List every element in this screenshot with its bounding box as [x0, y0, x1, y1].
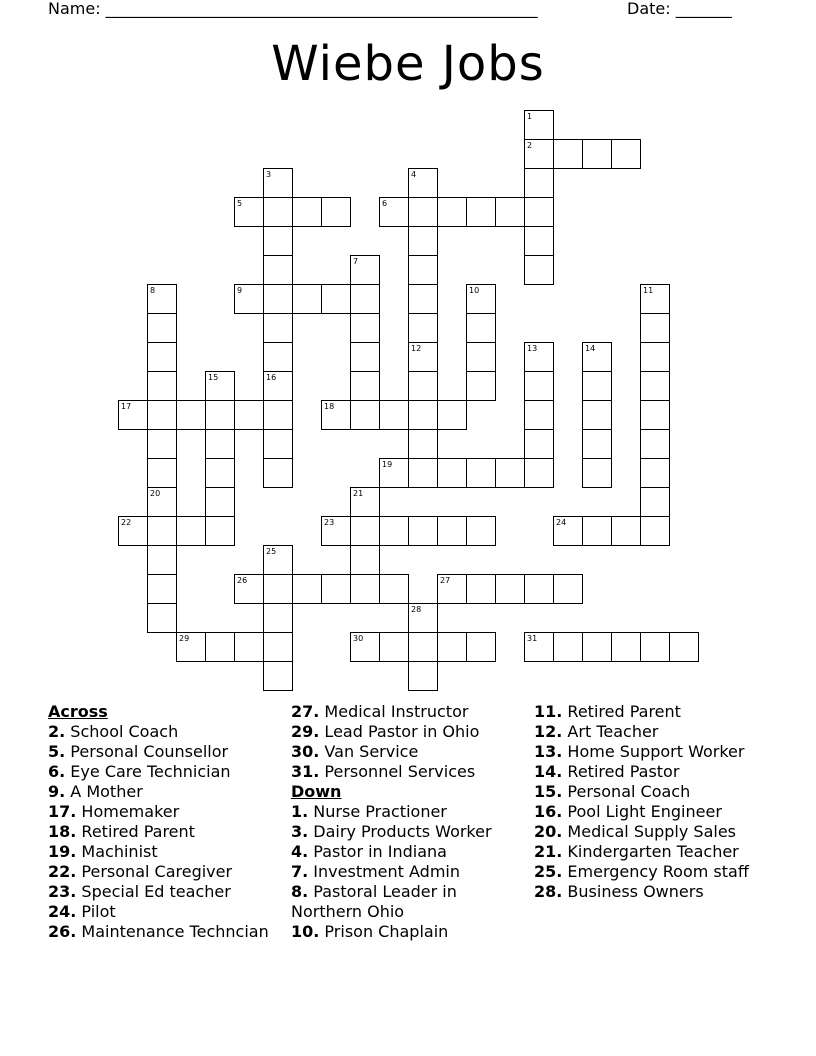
clue-number: 23	[324, 518, 335, 527]
grid-cell[interactable]	[350, 487, 380, 517]
clue-item	[48, 922, 269, 942]
grid-cell[interactable]	[350, 516, 380, 546]
grid-cell[interactable]	[147, 458, 177, 488]
across-header: Across	[48, 702, 108, 721]
grid-cell[interactable]	[408, 168, 438, 198]
grid-cell[interactable]	[234, 197, 264, 227]
grid-cell[interactable]	[524, 110, 554, 140]
grid-cell[interactable]	[147, 400, 177, 430]
clue-item-number: 19.	[48, 842, 77, 861]
grid-cell[interactable]	[321, 197, 351, 227]
clue-item	[534, 802, 749, 822]
grid-cell[interactable]	[408, 458, 438, 488]
grid-cell[interactable]	[379, 516, 409, 546]
grid-cell[interactable]	[205, 429, 235, 459]
clue-item-text: Investment Admin	[308, 862, 461, 881]
clue-number: 11	[643, 286, 654, 295]
clue-number: 30	[353, 634, 364, 643]
grid-cell[interactable]	[524, 574, 554, 604]
grid-cell[interactable]	[379, 400, 409, 430]
clue-item-number: 3.	[291, 822, 309, 841]
grid-cell[interactable]	[408, 342, 438, 372]
grid-cell[interactable]	[263, 255, 293, 285]
clue-item	[534, 762, 749, 782]
clue-item	[291, 742, 511, 762]
grid-cell[interactable]	[147, 487, 177, 517]
clue-item	[48, 782, 269, 802]
clue-item-number: 26.	[48, 922, 77, 941]
grid-cell[interactable]	[234, 574, 264, 604]
grid-cell[interactable]	[495, 458, 525, 488]
clue-number: 16	[266, 373, 277, 382]
grid-cell[interactable]	[234, 632, 264, 662]
clue-item	[534, 702, 749, 722]
grid-cell[interactable]	[263, 284, 293, 314]
grid-cell[interactable]	[582, 458, 612, 488]
clue-number: 14	[585, 344, 596, 353]
grid-cell[interactable]	[553, 574, 583, 604]
grid-cell[interactable]	[205, 400, 235, 430]
grid-cell[interactable]	[524, 429, 554, 459]
clue-item-text: Homemaker	[76, 802, 180, 821]
grid-cell[interactable]	[466, 197, 496, 227]
grid-cell[interactable]	[350, 545, 380, 575]
clue-number: 8	[150, 286, 156, 295]
clue-number: 13	[527, 344, 538, 353]
clue-item-text: Emergency Room staff	[562, 862, 749, 881]
grid-cell[interactable]	[553, 139, 583, 169]
grid-cell[interactable]	[321, 574, 351, 604]
grid-cell[interactable]	[582, 139, 612, 169]
grid-cell[interactable]	[524, 458, 554, 488]
clue-number: 6	[382, 199, 388, 208]
clue-item	[534, 842, 749, 862]
clue-item	[48, 822, 269, 842]
clue-number: 21	[353, 489, 364, 498]
clue-item-number: 28.	[534, 882, 563, 901]
grid-cell[interactable]	[437, 400, 467, 430]
down-header: Down	[291, 782, 342, 801]
clue-number: 22	[121, 518, 132, 527]
clue-item	[48, 742, 269, 762]
clue-item	[534, 822, 749, 842]
clue-item-number: 12.	[534, 722, 563, 741]
grid-cell[interactable]	[611, 139, 641, 169]
grid-cell[interactable]	[408, 284, 438, 314]
grid-cell[interactable]	[263, 168, 293, 198]
clue-number: 18	[324, 402, 335, 411]
clue-item	[291, 702, 511, 722]
down-clue-list	[291, 802, 511, 942]
grid-cell[interactable]	[640, 429, 670, 459]
grid-cell[interactable]	[321, 400, 351, 430]
clue-item	[291, 762, 511, 782]
grid-cell[interactable]	[466, 458, 496, 488]
grid-cell[interactable]	[147, 371, 177, 401]
clue-item-number: 24.	[48, 902, 77, 921]
clue-item-text: Pilot	[76, 902, 116, 921]
clue-item-number: 7.	[291, 862, 309, 881]
grid-cell[interactable]	[466, 516, 496, 546]
page-title: Wiebe Jobs	[271, 36, 545, 92]
grid-cell[interactable]	[321, 284, 351, 314]
clue-item-number: 9.	[48, 782, 66, 801]
grid-cell[interactable]	[350, 371, 380, 401]
clue-item-text: Dairy Products Worker	[308, 822, 492, 841]
grid-cell[interactable]	[582, 342, 612, 372]
grid-cell[interactable]	[350, 313, 380, 343]
grid-cell[interactable]	[640, 371, 670, 401]
grid-cell[interactable]	[176, 400, 206, 430]
clue-item-text: Kindergarten Teacher	[562, 842, 739, 861]
grid-cell[interactable]	[263, 313, 293, 343]
clue-item-number: 30.	[291, 742, 320, 761]
clue-number: 10	[469, 286, 480, 295]
clue-item-number: 27.	[291, 702, 320, 721]
clue-number: 5	[237, 199, 243, 208]
clue-item-number: 15.	[534, 782, 563, 801]
grid-cell[interactable]	[524, 400, 554, 430]
clue-item-text: Machinist	[76, 842, 158, 861]
grid-cell[interactable]	[350, 632, 380, 662]
clue-item-text: Pool Light Engineer	[562, 802, 722, 821]
clue-item-number: 29.	[291, 722, 320, 741]
grid-cell[interactable]	[437, 197, 467, 227]
clues-column-3	[534, 702, 749, 902]
grid-cell[interactable]	[118, 516, 148, 546]
grid-cell[interactable]	[640, 632, 670, 662]
grid-cell[interactable]	[437, 574, 467, 604]
grid-cell[interactable]	[437, 458, 467, 488]
clue-item	[534, 862, 749, 882]
clue-item	[534, 882, 749, 902]
clue-item-number: 20.	[534, 822, 563, 841]
clue-item-text: Home Support Worker	[562, 742, 745, 761]
grid-cell[interactable]	[350, 342, 380, 372]
clue-item-text: Nurse Practioner	[308, 802, 447, 821]
grid-cell[interactable]	[408, 632, 438, 662]
grid-cell[interactable]	[379, 197, 409, 227]
clue-item-number: 25.	[534, 862, 563, 881]
grid-cell[interactable]	[147, 545, 177, 575]
grid-cell[interactable]	[524, 197, 554, 227]
grid-cell[interactable]	[408, 429, 438, 459]
clue-number: 31	[527, 634, 538, 643]
clue-item-text: Retired Parent	[76, 822, 195, 841]
clue-item-text: School Coach	[65, 722, 179, 741]
clue-item	[291, 922, 511, 942]
across-clue-list	[48, 722, 269, 942]
grid-cell[interactable]	[205, 371, 235, 401]
clue-item	[48, 762, 269, 782]
grid-cell[interactable]	[408, 603, 438, 633]
grid-cell[interactable]	[524, 226, 554, 256]
clue-item-text: Pastoral Leader in Northern Ohio	[291, 882, 457, 921]
grid-cell[interactable]	[524, 168, 554, 198]
clue-item	[48, 802, 269, 822]
grid-cell[interactable]	[118, 400, 148, 430]
grid-cell[interactable]	[437, 516, 467, 546]
grid-cell[interactable]	[582, 400, 612, 430]
clue-number: 29	[179, 634, 190, 643]
clue-item-number: 18.	[48, 822, 77, 841]
clue-item-text: Eye Care Technician	[65, 762, 231, 781]
clue-item-text: Personal Caregiver	[76, 862, 233, 881]
grid-cell[interactable]	[263, 371, 293, 401]
grid-cell[interactable]	[147, 516, 177, 546]
grid-cell[interactable]	[408, 197, 438, 227]
clue-item	[534, 742, 749, 762]
grid-cell[interactable]	[524, 632, 554, 662]
down-clue-list-continued	[534, 702, 749, 902]
grid-cell[interactable]	[350, 400, 380, 430]
grid-cell[interactable]	[263, 632, 293, 662]
grid-cell[interactable]	[553, 516, 583, 546]
clue-number: 7	[353, 257, 359, 266]
grid-cell[interactable]	[263, 342, 293, 372]
grid-cell[interactable]	[524, 342, 554, 372]
clue-number: 19	[382, 460, 393, 469]
name-field-label: Name: ______________________________________________________	[48, 0, 538, 18]
clue-number: 27	[440, 576, 451, 585]
clue-item-text: Personal Counsellor	[65, 742, 229, 761]
clue-item-number: 5.	[48, 742, 66, 761]
clue-item	[48, 862, 269, 882]
clue-number: 1	[527, 112, 533, 121]
clue-number: 20	[150, 489, 161, 498]
grid-cell[interactable]	[582, 371, 612, 401]
grid-cell[interactable]	[263, 661, 293, 691]
grid-cell[interactable]	[205, 487, 235, 517]
clue-item-number: 10.	[291, 922, 320, 941]
grid-cell[interactable]	[640, 487, 670, 517]
clue-number: 2	[527, 141, 533, 150]
grid-cell[interactable]	[263, 226, 293, 256]
grid-cell[interactable]	[350, 574, 380, 604]
clue-item	[48, 722, 269, 742]
clue-item	[534, 782, 749, 802]
grid-cell[interactable]	[640, 458, 670, 488]
clue-item-number: 11.	[534, 702, 563, 721]
clue-item-text: Personnel Services	[319, 762, 476, 781]
grid-cell[interactable]	[524, 255, 554, 285]
grid-cell[interactable]	[379, 574, 409, 604]
grid-cell[interactable]	[640, 516, 670, 546]
clue-number: 28	[411, 605, 422, 614]
grid-cell[interactable]	[495, 197, 525, 227]
clue-number: 9	[237, 286, 243, 295]
clue-number: 12	[411, 344, 422, 353]
clue-item-number: 13.	[534, 742, 563, 761]
clue-item-text: Special Ed teacher	[76, 882, 231, 901]
clue-item	[291, 882, 511, 922]
grid-cell[interactable]	[147, 284, 177, 314]
grid-cell[interactable]	[292, 574, 322, 604]
grid-cell[interactable]	[524, 371, 554, 401]
clue-item-text: Medical Supply Sales	[562, 822, 737, 841]
clue-item-number: 6.	[48, 762, 66, 781]
grid-cell[interactable]	[408, 255, 438, 285]
grid-cell[interactable]	[466, 632, 496, 662]
clue-item-number: 31.	[291, 762, 320, 781]
grid-cell[interactable]	[495, 574, 525, 604]
grid-cell[interactable]	[466, 371, 496, 401]
grid-cell[interactable]	[640, 400, 670, 430]
grid-cell[interactable]	[350, 284, 380, 314]
grid-cell[interactable]	[408, 313, 438, 343]
clue-item	[48, 882, 269, 902]
clue-item	[48, 842, 269, 862]
grid-cell[interactable]	[466, 574, 496, 604]
grid-cell[interactable]	[582, 632, 612, 662]
clue-item	[534, 722, 749, 742]
clue-number: 26	[237, 576, 248, 585]
clue-item-text: Business Owners	[562, 882, 704, 901]
grid-cell[interactable]	[408, 661, 438, 691]
clue-item-number: 23.	[48, 882, 77, 901]
clue-item-text: Personal Coach	[562, 782, 691, 801]
clue-item	[291, 802, 511, 822]
grid-cell[interactable]	[263, 400, 293, 430]
grid-cell[interactable]	[263, 545, 293, 575]
grid-cell[interactable]	[437, 632, 467, 662]
grid-cell[interactable]	[611, 516, 641, 546]
grid-cell[interactable]	[321, 516, 351, 546]
grid-cell[interactable]	[263, 458, 293, 488]
clue-item-text: Art Teacher	[562, 722, 659, 741]
clue-item-number: 4.	[291, 842, 309, 861]
grid-cell[interactable]	[640, 342, 670, 372]
grid-cell[interactable]	[379, 632, 409, 662]
grid-cell[interactable]	[205, 516, 235, 546]
grid-cell[interactable]	[292, 197, 322, 227]
grid-cell[interactable]	[205, 458, 235, 488]
clue-item-text: Prison Chaplain	[319, 922, 449, 941]
clue-item-number: 17.	[48, 802, 77, 821]
date-field-label: Date: _______	[627, 0, 732, 18]
clue-item	[291, 822, 511, 842]
grid-cell[interactable]	[176, 632, 206, 662]
grid-cell[interactable]	[669, 632, 699, 662]
grid-cell[interactable]	[263, 429, 293, 459]
grid-cell[interactable]	[466, 313, 496, 343]
grid-cell[interactable]	[379, 458, 409, 488]
clue-item-number: 22.	[48, 862, 77, 881]
clue-item-text: Maintenance Techncian	[76, 922, 269, 941]
clue-item-text: Van Service	[319, 742, 419, 761]
grid-cell[interactable]	[408, 226, 438, 256]
clue-item-number: 14.	[534, 762, 563, 781]
clue-number: 4	[411, 170, 417, 179]
grid-cell[interactable]	[466, 342, 496, 372]
clue-item-text: Lead Pastor in Ohio	[319, 722, 480, 741]
across-clue-list-continued	[291, 702, 511, 782]
clue-item-number: 1.	[291, 802, 309, 821]
clue-item-number: 8.	[291, 882, 309, 901]
clue-number: 3	[266, 170, 272, 179]
grid-cell[interactable]	[350, 255, 380, 285]
clue-number: 17	[121, 402, 132, 411]
grid-cell[interactable]	[263, 197, 293, 227]
clue-item-text: Retired Parent	[562, 702, 681, 721]
grid-cell[interactable]	[466, 284, 496, 314]
clues-column-2	[291, 702, 511, 942]
grid-cell[interactable]	[553, 632, 583, 662]
grid-cell[interactable]	[263, 603, 293, 633]
grid-cell[interactable]	[147, 603, 177, 633]
clue-item-number: 2.	[48, 722, 66, 741]
grid-cell[interactable]	[408, 400, 438, 430]
clue-number: 15	[208, 373, 219, 382]
grid-cell[interactable]	[582, 516, 612, 546]
grid-cell[interactable]	[292, 284, 322, 314]
grid-cell[interactable]	[147, 342, 177, 372]
grid-cell[interactable]	[147, 313, 177, 343]
clue-item-text: Retired Pastor	[562, 762, 680, 781]
clue-item-text: A Mother	[65, 782, 143, 801]
grid-cell[interactable]	[408, 516, 438, 546]
grid-cell[interactable]	[640, 284, 670, 314]
clue-number: 25	[266, 547, 277, 556]
grid-cell[interactable]	[234, 400, 264, 430]
clue-item	[48, 902, 269, 922]
grid-cell[interactable]	[234, 284, 264, 314]
grid-cell[interactable]	[263, 574, 293, 604]
clue-item	[291, 842, 511, 862]
grid-cell[interactable]	[640, 313, 670, 343]
clue-item	[291, 862, 511, 882]
grid-cell[interactable]	[176, 516, 206, 546]
clue-item-number: 16.	[534, 802, 563, 821]
grid-cell[interactable]	[582, 429, 612, 459]
grid-cell[interactable]	[611, 632, 641, 662]
clues-column-1	[48, 702, 269, 942]
clue-item-number: 21.	[534, 842, 563, 861]
grid-cell[interactable]	[147, 429, 177, 459]
clue-number: 24	[556, 518, 567, 527]
grid-cell[interactable]	[524, 139, 554, 169]
grid-cell[interactable]	[147, 574, 177, 604]
clue-item-text: Pastor in Indiana	[308, 842, 447, 861]
clue-item	[291, 722, 511, 742]
grid-cell[interactable]	[408, 371, 438, 401]
grid-cell[interactable]	[205, 632, 235, 662]
clue-item-text: Medical Instructor	[319, 702, 469, 721]
